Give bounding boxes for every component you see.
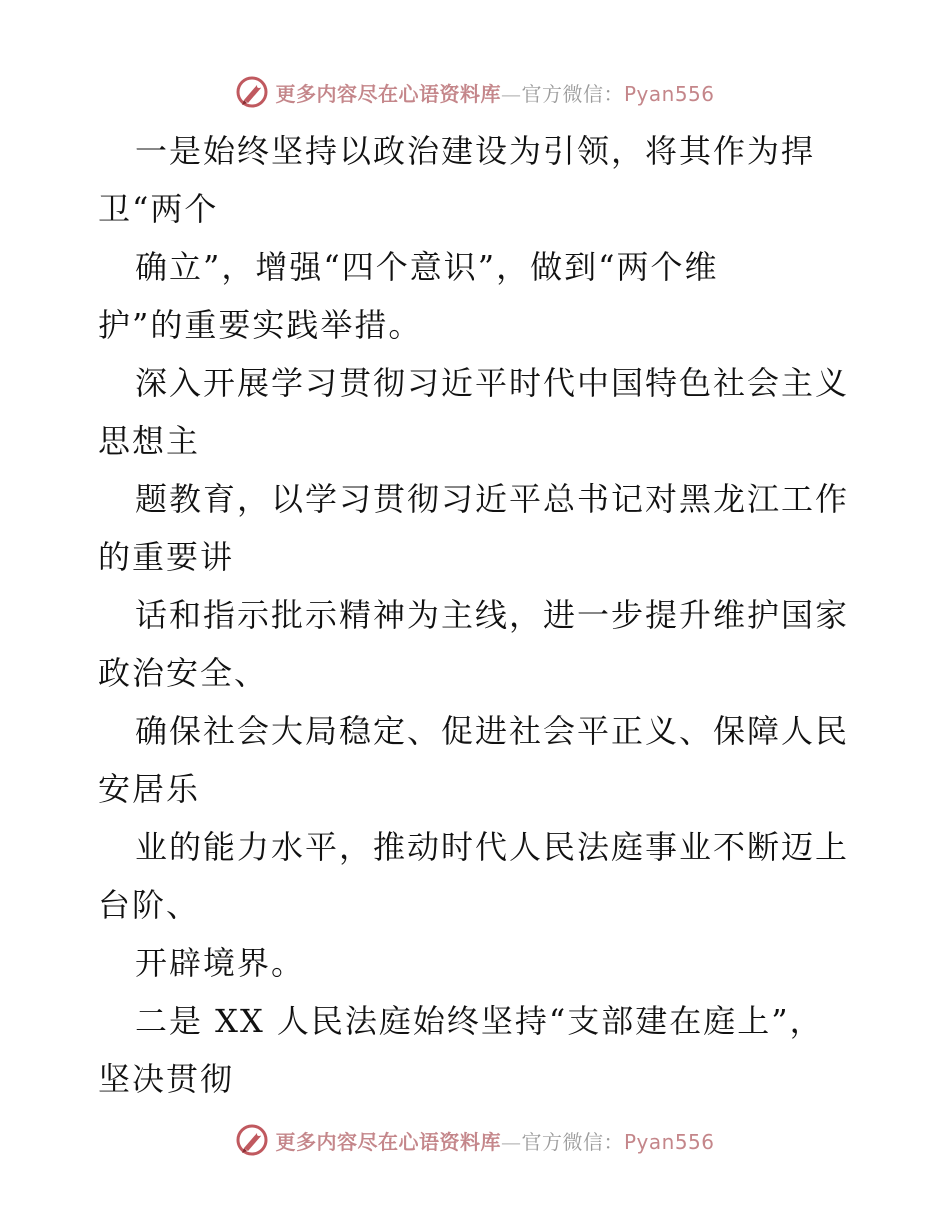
watermark-prefix: 更多内容尽在心语资料库 bbox=[275, 1129, 501, 1154]
watermark-text bbox=[275, 78, 714, 107]
text-line: 卫“两个 bbox=[98, 190, 219, 228]
footer-watermark bbox=[0, 1120, 950, 1160]
watermark-account: Pyan556 bbox=[623, 81, 715, 106]
text-line: 安居乐 bbox=[98, 770, 201, 808]
watermark-suffix: 官方微信： bbox=[521, 1129, 624, 1154]
text-line: 确立”，增强“四个意识”，做到“两个维 bbox=[135, 248, 719, 286]
text-line: 政治安全、 bbox=[98, 654, 269, 692]
text-line: 护”的重要实践举措。 bbox=[98, 306, 423, 344]
text-line: 的重要讲 bbox=[98, 538, 235, 576]
watermark-suffix: 官方微信： bbox=[521, 81, 624, 106]
header-watermark bbox=[0, 72, 950, 112]
document-body bbox=[98, 122, 858, 1108]
text-line: 深入开展学习贯彻习近平时代中国特色社会主义 bbox=[135, 364, 850, 402]
pen-logo-icon bbox=[235, 75, 269, 109]
watermark-account: Pyan556 bbox=[623, 1129, 715, 1154]
text-line: 台阶、 bbox=[98, 886, 201, 924]
pen-logo-icon bbox=[235, 1123, 269, 1157]
text-line: 话和指示批示精神为主线，进一步提升维护国家 bbox=[135, 596, 850, 634]
watermark-text bbox=[275, 1126, 714, 1155]
watermark-prefix: 更多内容尽在心语资料库 bbox=[275, 81, 501, 106]
text-line: 坚决贯彻 bbox=[98, 1060, 235, 1098]
text-line: 思想主 bbox=[98, 422, 201, 460]
text-line: 开辟境界。 bbox=[135, 944, 306, 982]
text-line: 业的能力水平，推动时代人民法庭事业不断迈上 bbox=[135, 828, 850, 866]
watermark-dash: — bbox=[500, 81, 522, 106]
watermark-dash: — bbox=[500, 1129, 522, 1154]
text-line: 二是 XX 人民法庭始终坚持“支部建在庭上”， bbox=[135, 1002, 824, 1040]
text-line: 一是始终坚持以政治建设为引领，将其作为捍 bbox=[135, 132, 816, 170]
text-line: 题教育，以学习贯彻习近平总书记对黑龙江工作 bbox=[135, 480, 850, 518]
text-line: 确保社会大局稳定、促进社会平正义、保障人民 bbox=[135, 712, 850, 750]
